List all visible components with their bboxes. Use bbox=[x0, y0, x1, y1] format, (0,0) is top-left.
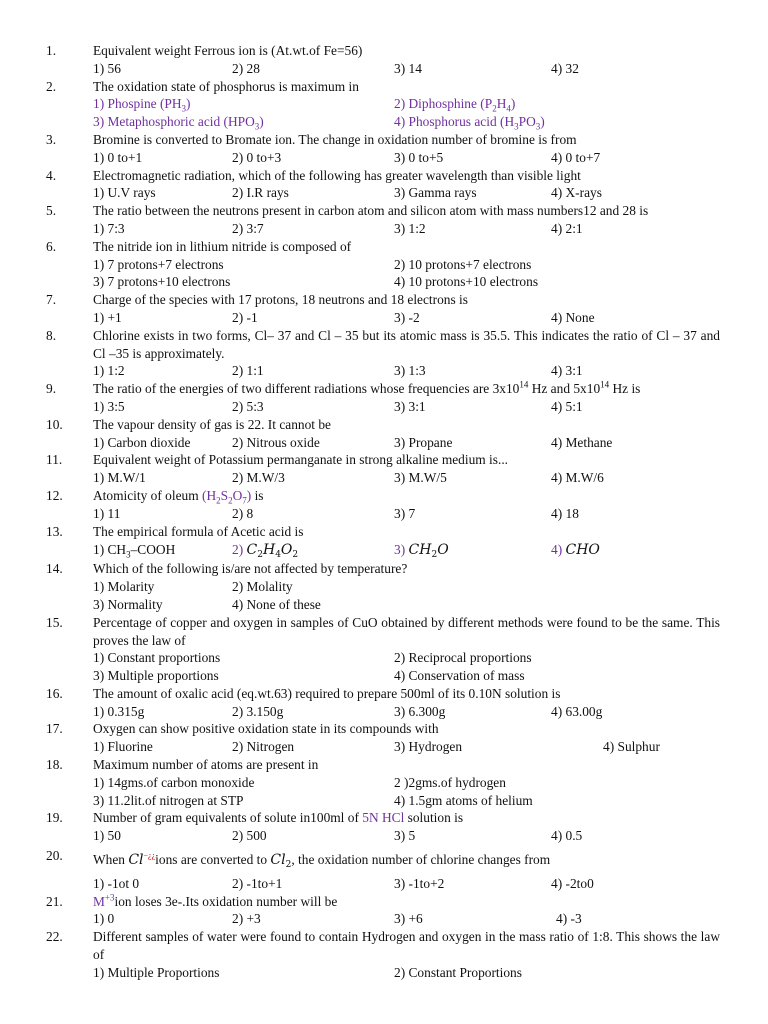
question-text: Percentage of copper and oxygen in samples of CuO obtained by different methods were found to be the same. This proves the law of bbox=[93, 614, 720, 648]
option: 2 )2gms.of hydrogen bbox=[394, 774, 506, 790]
question-text: Different samples of water were found to contain Hydrogen and oxygen in the mass ratio of 1:8. This shows the law of bbox=[93, 929, 720, 963]
option: 1) Fluorine bbox=[93, 739, 153, 755]
option: 1) U.V rays bbox=[93, 185, 156, 201]
option: 3) Normality bbox=[93, 596, 163, 612]
question bbox=[0, 291, 768, 327]
option: 3) 14 bbox=[394, 60, 422, 76]
question-number: 18. bbox=[46, 757, 63, 773]
question-number: 3. bbox=[46, 131, 57, 147]
question-text: Oxygen can show positive oxidation state in its compounds with bbox=[93, 721, 439, 737]
option: 2) Reciprocal proportions bbox=[394, 650, 532, 666]
option: 3) 5 bbox=[394, 828, 416, 844]
options-row bbox=[93, 649, 720, 667]
option: 4) None bbox=[551, 309, 595, 325]
question bbox=[0, 78, 768, 131]
question bbox=[0, 167, 768, 203]
option: 2) Diphosphine $(P_2H_4)$ bbox=[394, 96, 516, 115]
question-number: 5. bbox=[46, 203, 57, 219]
question-number: 13. bbox=[46, 523, 63, 539]
option: 4) Methane bbox=[551, 434, 613, 450]
option: 1) 56 bbox=[93, 60, 121, 76]
option: 4) Phosphorus acid $(H_3PO_3)$ bbox=[394, 114, 545, 132]
question-text: Number of gram equivalents of solute in100ml of 5N HCl solution is bbox=[93, 810, 464, 826]
option: 1) Molarity bbox=[93, 579, 155, 595]
options-row bbox=[93, 774, 720, 792]
question-number: 22. bbox=[46, 929, 63, 945]
question-number: 1. bbox=[46, 43, 57, 58]
options-row bbox=[93, 964, 720, 982]
option: 2) 5:3 bbox=[232, 398, 264, 414]
question-number: 15. bbox=[46, 614, 63, 630]
option: 3) 7 protons+10 electrons bbox=[93, 274, 231, 290]
option: 4) 5:1 bbox=[551, 398, 583, 414]
question-number: 7. bbox=[46, 292, 57, 308]
option: 4) None of these bbox=[232, 596, 321, 612]
options-row bbox=[93, 184, 720, 202]
option: 4) 1.5gm atoms of helium bbox=[394, 792, 533, 808]
question-text: Chlorine exists in two forms, Cl– 37 and Cl – 35 but its atomic mass is 35.5. This indicates the ratio of Cl – 37 and Cl –35 is approximately. bbox=[93, 327, 720, 361]
option: 1) Phospine $(PH_3)$ bbox=[93, 96, 191, 115]
option: 2) 10 protons+7 electrons bbox=[394, 256, 532, 272]
question-text: When Cl−¿¿ions are converted to $Cl_2$, the oxidation number of chlorine changes from bbox=[93, 851, 551, 871]
question bbox=[0, 202, 768, 238]
option: 4) 63.00g bbox=[551, 703, 603, 719]
question-text: $M^{+3}ion$ loses 3e-.Its oxidation number will be bbox=[93, 892, 338, 909]
options-row bbox=[93, 256, 720, 274]
question bbox=[0, 380, 768, 416]
option: 1) 1:2 bbox=[93, 363, 125, 379]
option: 2) Constant Proportions bbox=[394, 964, 522, 980]
question-number: 19. bbox=[46, 810, 63, 826]
options-row bbox=[93, 309, 720, 327]
options-row bbox=[93, 505, 720, 523]
options-row bbox=[93, 596, 720, 614]
option: 3) 0 to+5 bbox=[394, 149, 444, 165]
option: 1) 0 to+1 bbox=[93, 149, 143, 165]
question-number: 12. bbox=[46, 487, 63, 503]
question bbox=[0, 928, 768, 981]
option: 2) -1 bbox=[232, 309, 258, 325]
option: 2) Molality bbox=[232, 579, 293, 595]
option: 1) 7 protons+7 electrons bbox=[93, 256, 224, 272]
option: 3) Propane bbox=[394, 434, 453, 450]
question bbox=[0, 416, 768, 452]
option: 4) 18 bbox=[551, 505, 579, 521]
question-text: Charge of the species with 17 protons, 18 neutrons and 18 electrons is bbox=[93, 292, 468, 308]
question bbox=[0, 809, 768, 845]
option: 1) $CH_3$–COOH bbox=[93, 542, 176, 560]
option: 2) Nitrous oxide bbox=[232, 434, 320, 450]
option: 1) Carbon dioxide bbox=[93, 434, 191, 450]
option: 3) $CH_2O$ bbox=[394, 542, 449, 561]
question-text: The ratio of the energies of two different radiations whose frequencies are $3x10^{14}$ Hz and $5x10^{14}$ Hz is bbox=[93, 379, 641, 397]
question bbox=[0, 42, 768, 78]
question-text: The nitride ion in lithium nitride is composed of bbox=[93, 238, 352, 254]
option: 3) 1:3 bbox=[394, 363, 426, 379]
option: 3) 6.300g bbox=[394, 703, 446, 719]
options-row bbox=[93, 60, 720, 78]
option: 2) +3 bbox=[232, 911, 261, 927]
question bbox=[0, 487, 768, 523]
option: 4) M.W/6 bbox=[551, 470, 604, 486]
question-text: The amount of oxalic acid (eq.wt.63) required to prepare 500ml of its 0.10N solution is bbox=[93, 685, 561, 701]
option: 1) 3:5 bbox=[93, 398, 125, 414]
question-number: 20. bbox=[46, 848, 63, 864]
question-sheet bbox=[0, 42, 768, 982]
option: 2) Nitrogen bbox=[232, 739, 295, 755]
option: 1) 14gms.of carbon monoxide bbox=[93, 774, 255, 790]
options-row bbox=[93, 220, 720, 238]
question bbox=[0, 238, 768, 291]
question-text: Which of the following is/are not affected by temperature? bbox=[93, 561, 408, 577]
option: 3) Metaphosphoric acid $(HPO_3)$ bbox=[93, 114, 264, 132]
option: 4) -3 bbox=[556, 911, 582, 927]
question-number: 8. bbox=[46, 327, 57, 343]
question bbox=[0, 523, 768, 561]
oleum-formula: $(H_2S_2O_7)$ bbox=[201, 487, 252, 506]
option: 3) +6 bbox=[394, 911, 423, 927]
option: 4) -2to0 bbox=[551, 875, 594, 891]
option: 3) Hydrogen bbox=[394, 739, 463, 755]
question bbox=[0, 327, 768, 380]
question bbox=[0, 451, 768, 487]
options-row bbox=[93, 578, 720, 596]
question-text: The oxidation state of phosphorus is maximum in bbox=[93, 78, 359, 94]
question-text: Electromagnetic radiation, which of the following has greater wavelength than visible light bbox=[93, 167, 581, 183]
option: 4) Conservation of mass bbox=[394, 668, 525, 684]
option: 2) 500 bbox=[232, 828, 267, 844]
question-text: Atomicity of oleum $(H_2S_2O_7)$ is bbox=[93, 487, 264, 506]
option: 2) I.R rays bbox=[232, 185, 289, 201]
option: 1) +1 bbox=[93, 309, 122, 325]
option: 3) 7 bbox=[394, 505, 416, 521]
options-row bbox=[93, 95, 720, 113]
options-row bbox=[93, 113, 720, 131]
options-row bbox=[93, 273, 720, 291]
option: 3) Multiple proportions bbox=[93, 668, 219, 684]
option: 2) 0 to+3 bbox=[232, 149, 282, 165]
question bbox=[0, 685, 768, 721]
option: 4) 3:1 bbox=[551, 363, 583, 379]
question bbox=[0, 720, 768, 756]
question bbox=[0, 614, 768, 685]
options-row bbox=[93, 149, 720, 167]
option: 4) Sulphur bbox=[603, 739, 660, 755]
option: 2) 3.150g bbox=[232, 703, 284, 719]
question bbox=[0, 131, 768, 167]
option: 1) M.W/1 bbox=[93, 470, 146, 486]
option: 1) 0.315g bbox=[93, 703, 145, 719]
options-row bbox=[93, 667, 720, 685]
option: 3) -2 bbox=[394, 309, 420, 325]
option: 2) 8 bbox=[232, 505, 254, 521]
option: 2) 1:1 bbox=[232, 363, 264, 379]
question-number: 4. bbox=[46, 167, 57, 183]
option: 4) CHO bbox=[551, 542, 600, 559]
question-text: The empirical formula of Acetic acid is bbox=[93, 523, 304, 539]
options-row bbox=[93, 910, 720, 928]
question-text: The ratio between the neutrons present in carbon atom and silicon atom with mass numbers12 and 28 is bbox=[93, 203, 649, 219]
question-number: 6. bbox=[46, 238, 57, 254]
question bbox=[0, 847, 768, 893]
option: 3) 11.2lit.of nitrogen at STP bbox=[93, 792, 244, 808]
option: 4) 0 to+7 bbox=[551, 149, 601, 165]
option: 1) Constant proportions bbox=[93, 650, 221, 666]
option: 1) 7:3 bbox=[93, 220, 125, 236]
options-row bbox=[93, 738, 720, 756]
question-number: 2. bbox=[46, 78, 57, 94]
option: 1) Multiple Proportions bbox=[93, 964, 220, 980]
question bbox=[0, 893, 768, 929]
option: 2) -1to+1 bbox=[232, 875, 283, 891]
options-row bbox=[93, 875, 720, 893]
option: 2) 3:7 bbox=[232, 220, 264, 236]
options-row bbox=[93, 434, 720, 452]
option: 2) $C_2H_4O_2$ bbox=[232, 542, 299, 561]
question-text: The vapour density of gas is 22. It cannot be bbox=[93, 416, 331, 432]
question-text: Bromine is converted to Bromate ion. The change in oxidation number of bromine is from bbox=[93, 131, 577, 147]
option: 4) 10 protons+10 electrons bbox=[394, 274, 539, 290]
option: 4) 32 bbox=[551, 60, 579, 76]
option: 4) 0.5 bbox=[551, 828, 583, 844]
option: 3) -1to+2 bbox=[394, 875, 445, 891]
option: 3) 3:1 bbox=[394, 398, 426, 414]
question-number: 14. bbox=[46, 561, 63, 577]
question-number: 16. bbox=[46, 685, 63, 701]
options-row bbox=[93, 398, 720, 416]
question bbox=[0, 560, 768, 613]
question-text: Equivalent weight of Potassium permanganate in strong alkaline medium is... bbox=[93, 452, 509, 468]
question-number: 9. bbox=[46, 381, 57, 397]
options-row bbox=[93, 540, 720, 560]
option: 3) 1:2 bbox=[394, 220, 426, 236]
option: 1) 50 bbox=[93, 828, 121, 844]
question bbox=[0, 756, 768, 809]
option: 2) M.W/3 bbox=[232, 470, 285, 486]
options-row bbox=[93, 703, 720, 721]
option: 3) Gamma rays bbox=[394, 185, 477, 201]
question-number: 11. bbox=[46, 452, 63, 468]
options-row bbox=[93, 469, 720, 487]
option: 1) 0 bbox=[93, 911, 115, 927]
options-row bbox=[93, 792, 720, 810]
option: 2) 28 bbox=[232, 60, 260, 76]
options-row bbox=[93, 362, 720, 380]
option: 4) X-rays bbox=[551, 185, 602, 201]
question-number: 10. bbox=[46, 416, 63, 432]
option: 1) -1ot 0 bbox=[93, 875, 140, 891]
question-number: 17. bbox=[46, 721, 63, 737]
question-text: Maximum number of atoms are present in bbox=[93, 757, 319, 773]
options-row bbox=[93, 827, 720, 845]
option: 4) 2:1 bbox=[551, 220, 583, 236]
option: 1) 11 bbox=[93, 505, 121, 521]
option: 3) M.W/5 bbox=[394, 470, 447, 486]
question-number: 21. bbox=[46, 893, 63, 909]
question-text: Equivalent weight Ferrous ion is (At.wt.of Fe=56) bbox=[93, 43, 363, 58]
